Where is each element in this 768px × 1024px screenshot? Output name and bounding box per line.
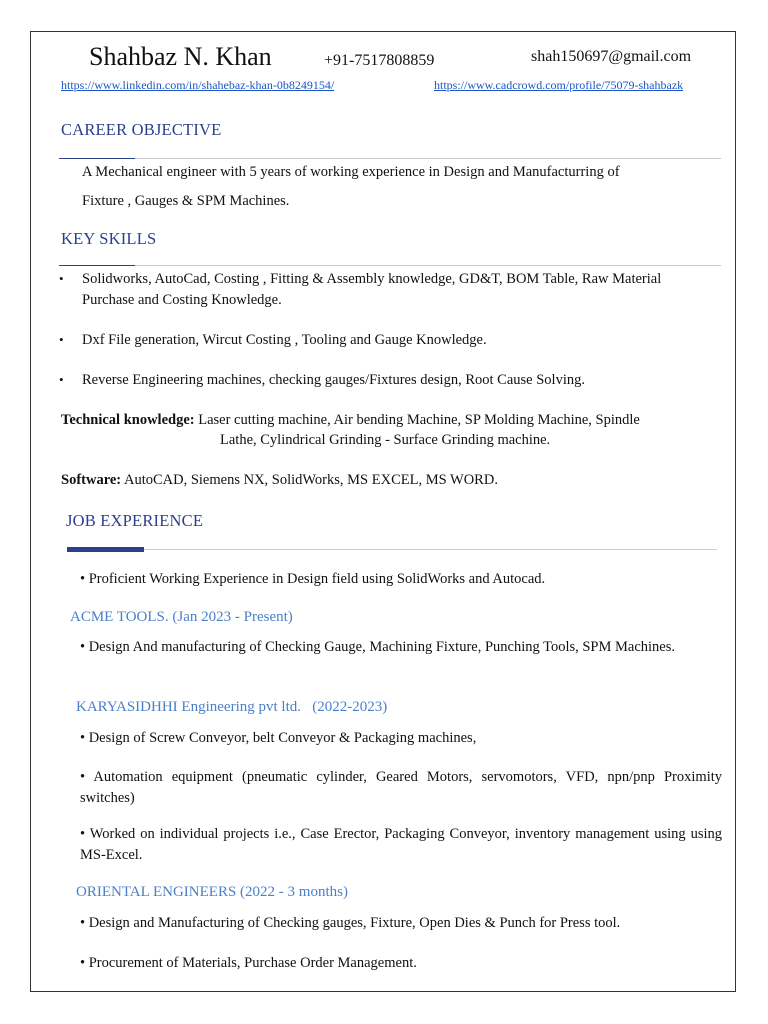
company-name: ACME TOOLS. (Jan 2023 - Present) [70,609,293,625]
objective-line-2: Fixture , Gauges & SPM Machines. [82,193,290,209]
bullet-icon: • [59,372,64,387]
key-skills-heading: KEY SKILLS [61,229,157,248]
experience-summary: • Proficient Working Experience in Design field using SolidWorks and Autocad. [80,571,546,587]
section-divider [67,549,717,550]
skill-item: Dxf File generation, Wircut Costing , Tooling and Gauge Knowledge. [82,332,487,348]
skill-item: Reverse Engineering machines, checking gauges/Fixtures design, Root Cause Solving. [82,372,585,388]
career-objective-heading: CAREER OBJECTIVE [61,120,222,139]
company-name: KARYASIDHHI Engineering pvt ltd. (2022-2023) [76,699,388,715]
technical-knowledge-line-2: Lathe, Cylindrical Grinding - Surface Grinding machine. [220,432,551,448]
phone-number: +91-7517808859 [324,52,435,69]
section-divider-accent [67,547,144,552]
section-divider-accent [59,265,135,266]
job-experience-heading: JOB EXPERIENCE [66,511,204,530]
job-point: • Design and Manufacturing of Checking gauges, Fixture, Open Dies & Punch for Press tool. [80,915,621,931]
candidate-name: Shahbaz N. Khan [89,42,272,71]
section-divider [61,265,721,266]
cadcrowd-link[interactable]: https://www.cadcrowd.com/profile/75079-shahbazk [434,78,684,92]
technical-knowledge-line-1: Laser cutting machine, Air bending Machine, SP Molding Machine, Spindle [198,412,640,428]
job-point: • Automation equipment (pneumatic cylinder, Geared Motors, servomotors, VFD, npn/pnp Proximity switches) [80,769,722,806]
software-value: AutoCAD, Siemens NX, SolidWorks, MS EXCEL, MS WORD. [123,472,498,488]
resume-page [30,31,736,992]
technical-knowledge-label: Technical knowledge: [61,412,195,428]
software-skills [61,470,498,491]
skill-item: Solidworks, AutoCad, Costing , Fitting & Assembly knowledge, GD&T, BOM Table, Raw Material Purchase and Costing Knowledge. [82,271,662,308]
bullet-icon: • [59,332,64,347]
objective-line-1: A Mechanical engineer with 5 years of working experience in Design and Manufacturring of [82,164,620,180]
section-divider-accent [59,158,135,159]
email-address: shah150697@gmail.com [531,48,692,65]
job-point: • Design And manufacturing of Checking Gauge, Machining Fixture, Punching Tools, SPM Machines. [80,639,676,655]
software-label: Software: [61,472,122,488]
linkedin-link[interactable]: https://www.linkedin.com/in/shahebaz-khan-0b8249154/ [61,78,335,92]
job-point: • Worked on individual projects i.e., Case Erector, Packaging Conveyor, inventory management using using MS-Excel. [80,826,722,863]
company-name: ORIENTAL ENGINEERS (2022 - 3 months) [76,884,348,900]
bullet-icon: • [59,271,64,286]
section-divider [61,158,721,159]
job-point: • Procurement of Materials, Purchase Order Management. [80,955,417,971]
job-point: • Design of Screw Conveyor, belt Conveyor & Packaging machines, [80,730,477,746]
technical-knowledge [61,410,640,431]
